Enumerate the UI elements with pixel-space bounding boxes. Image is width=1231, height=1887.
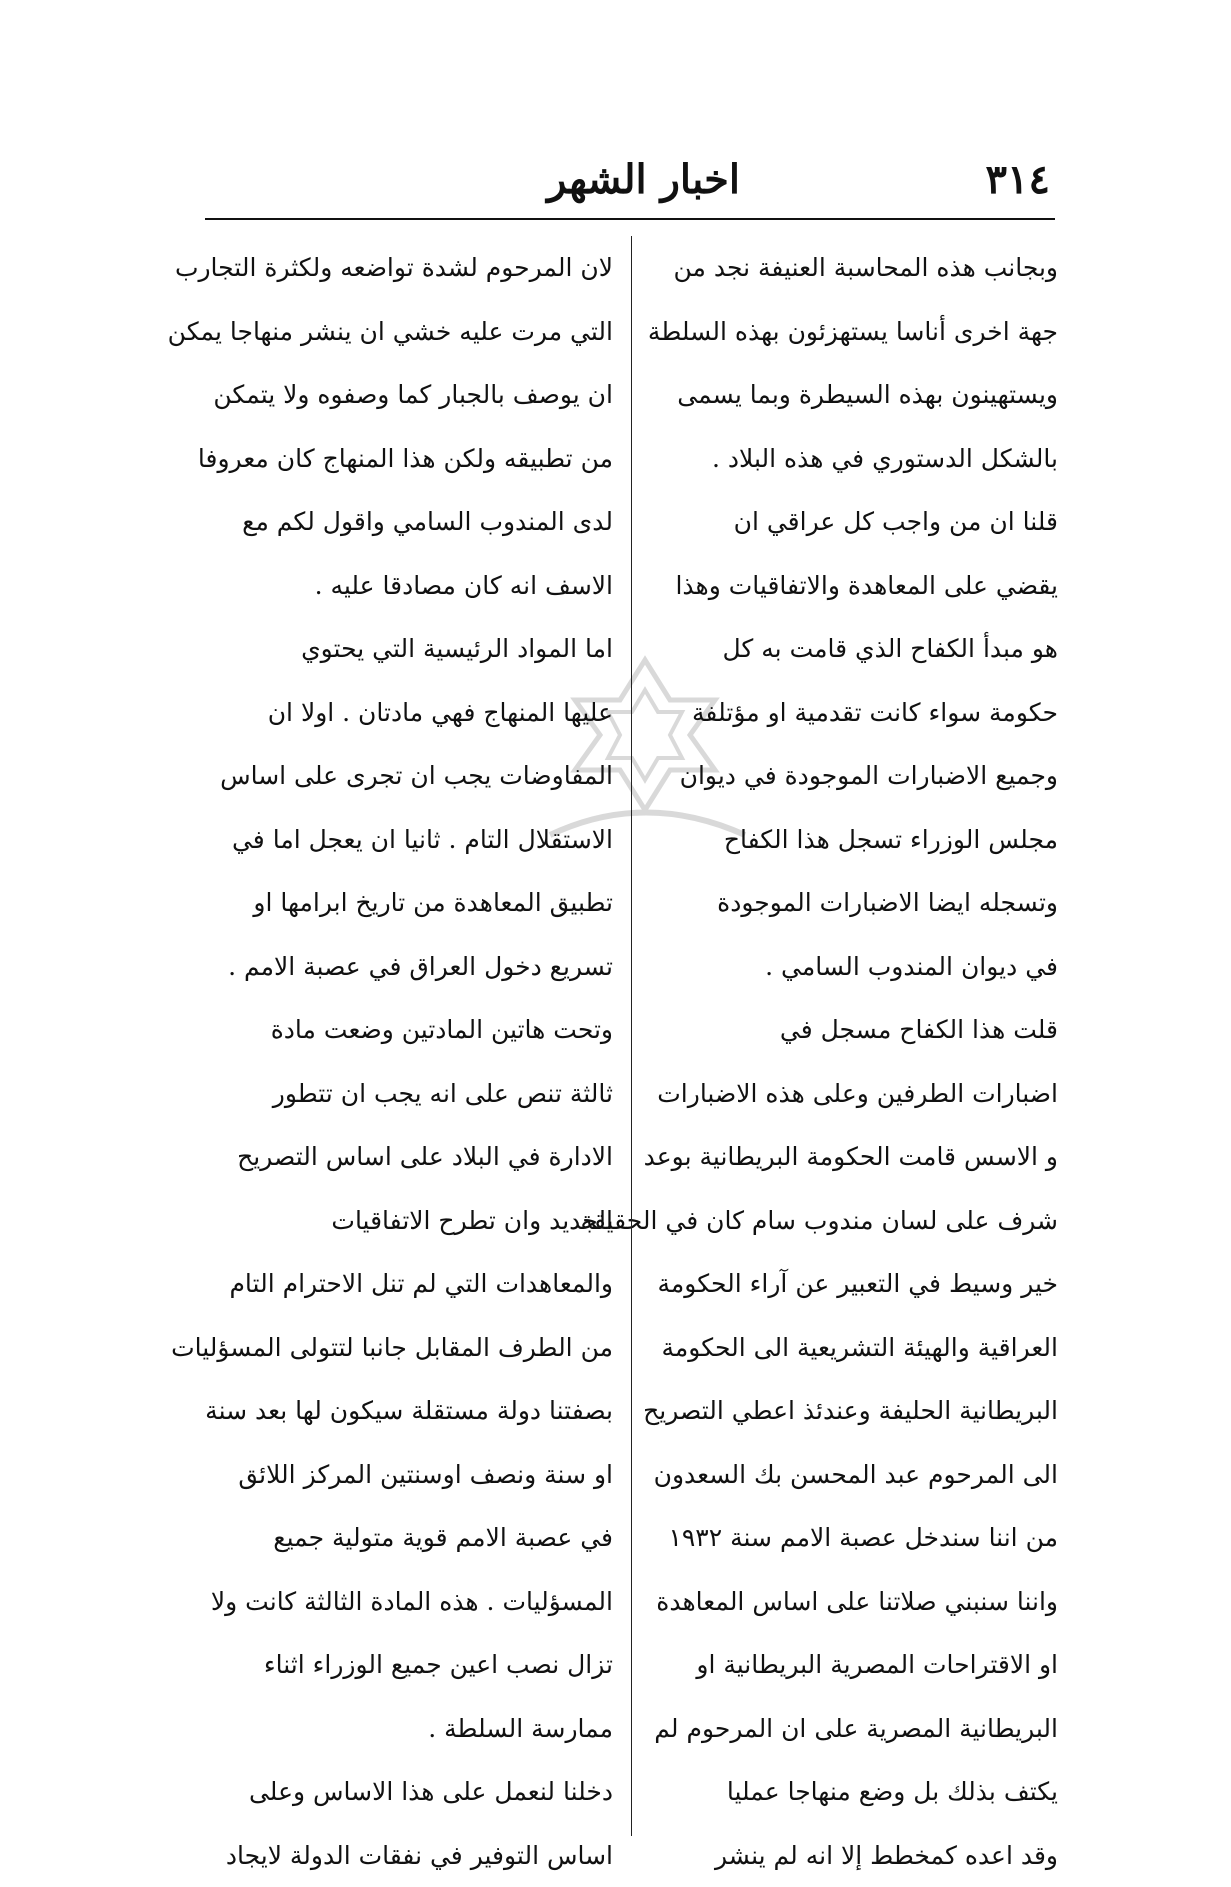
page-number: ٣١٤ [986,150,1050,210]
text-line: والمعاهدات التي لم تنل الاحترام التام [205,1252,613,1316]
text-line: الجديد وان تطرح الاتفاقيات [205,1189,613,1253]
text-line: في عصبة الامم قوية متولية جميع [205,1506,613,1570]
text-column-left [205,236,613,1836]
text-line: يقضي على المعاهدة والاتفاقيات وهذا [650,554,1058,618]
column-divider [631,236,632,1836]
text-line: الاستقلال التام . ثانيا ان يعجل اما في [205,808,613,872]
text-line: العراقية والهيئة التشريعية الى الحكومة [650,1316,1058,1380]
text-line: شرف على لسان مندوب سام كان في الحقيقة [650,1189,1058,1253]
text-line: وتحت هاتين المادتين وضعت مادة [205,998,613,1062]
text-line: من اننا سندخل عصبة الامم سنة ١٩٣٢ [650,1506,1058,1570]
text-line: او سنة ونصف اوسنتين المركز اللائق [205,1443,613,1507]
text-line: من تطبيقه ولكن هذا المنهاج كان معروفا [205,427,613,491]
text-line: هو مبدأ الكفاح الذي قامت به كل [650,617,1058,681]
text-line: التي مرت عليه خشي ان ينشر منهاجا يمكن [205,300,613,364]
text-line: البريطانية المصرية على ان المرحوم لم [650,1697,1058,1761]
text-line: اضبارات الطرفين وعلى هذه الاضبارات [650,1062,1058,1126]
text-line: اما المواد الرئيسية التي يحتوي [205,617,613,681]
text-line: بالشكل الدستوري في هذه البلاد . [650,427,1058,491]
text-line: يكتف بذلك بل وضع منهاجا عمليا [650,1760,1058,1824]
text-line: قلنا ان من واجب كل عراقي ان [650,490,1058,554]
text-line: بصفتنا دولة مستقلة سيكون لها بعد سنة [205,1379,613,1443]
text-line: المسؤليات . هذه المادة الثالثة كانت ولا [205,1570,613,1634]
text-line: خير وسيط في التعبير عن آراء الحكومة [650,1252,1058,1316]
text-line: ان يوصف بالجبار كما وصفوه ولا يتمكن [205,363,613,427]
text-line: المفاوضات يجب ان تجرى على اساس [205,744,613,808]
header-rule [205,218,1055,220]
text-line: الادارة في البلاد على اساس التصريح [205,1125,613,1189]
text-line: ثالثة تنص على انه يجب ان تتطور [205,1062,613,1126]
text-line: وجميع الاضبارات الموجودة في ديوان [650,744,1058,808]
text-line: قلت هذا الكفاح مسجل في [650,998,1058,1062]
text-line: اساس التوفير في نفقات الدولة لايجاد [205,1824,613,1887]
page-header [190,150,1050,214]
text-line: او الاقتراحات المصرية البريطانية او [650,1633,1058,1697]
text-line: الى المرحوم عبد المحسن بك السعدون [650,1443,1058,1507]
text-line: من الطرف المقابل جانبا لتتولى المسؤليات [205,1316,613,1380]
text-column-right [650,236,1058,1836]
text-line: وقد اعده كمخطط إلا انه لم ينشر [650,1824,1058,1887]
text-line: لدى المندوب السامي واقول لكم مع [205,490,613,554]
text-line: تسريع دخول العراق في عصبة الامم . [205,935,613,999]
text-line: تزال نصب اعين جميع الوزراء اثناء [205,1633,613,1697]
text-line: جهة اخرى أناسا يستهزئون بهذه السلطة [650,300,1058,364]
running-title: اخبار الشهر [547,150,740,210]
text-line: البريطانية الحليفة وعندئذ اعطي التصريح [650,1379,1058,1443]
text-line: و الاسس قامت الحكومة البريطانية بوعد [650,1125,1058,1189]
text-line: وتسجله ايضا الاضبارات الموجودة [650,871,1058,935]
text-line: وبجانب هذه المحاسبة العنيفة نجد من [650,236,1058,300]
text-line: ممارسة السلطة . [205,1697,613,1761]
text-line: واننا سنبني صلاتنا على اساس المعاهدة [650,1570,1058,1634]
text-line: حكومة سواء كانت تقدمية او مؤتلفة [650,681,1058,745]
text-line: تطبيق المعاهدة من تاريخ ابرامها او [205,871,613,935]
text-line: في ديوان المندوب السامي . [650,935,1058,999]
text-line: عليها المنهاج فهي مادتان . اولا ان [205,681,613,745]
text-line: ويستهينون بهذه السيطرة وبما يسمى [650,363,1058,427]
text-line: مجلس الوزراء تسجل هذا الكفاح [650,808,1058,872]
text-line: لان المرحوم لشدة تواضعه ولكثرة التجارب [205,236,613,300]
text-line: دخلنا لنعمل على هذا الاساس وعلى [205,1760,613,1824]
text-line: الاسف انه كان مصادقا عليه . [205,554,613,618]
